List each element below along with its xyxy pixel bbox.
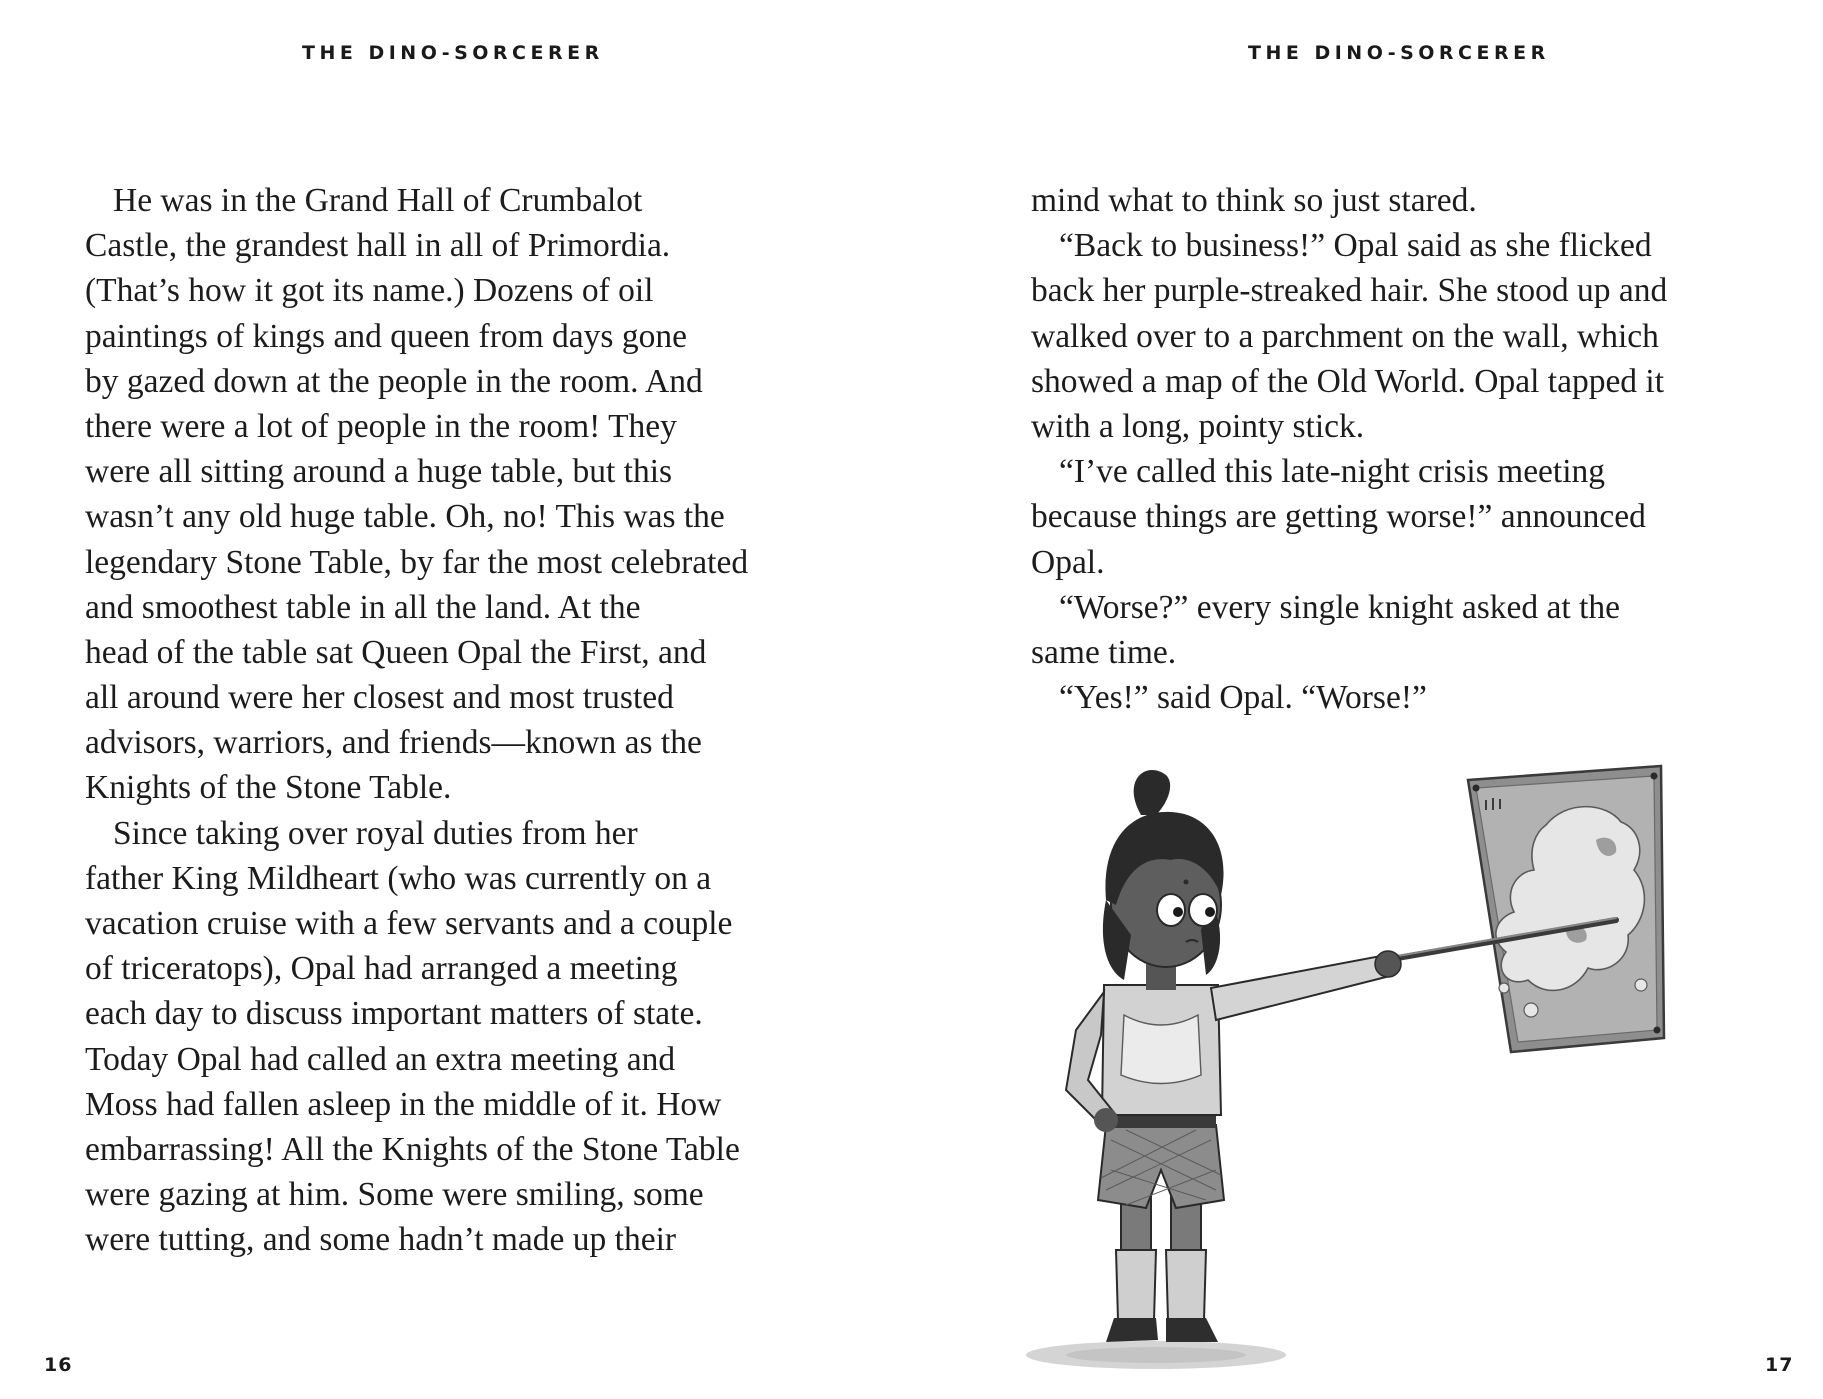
body-text <box>1031 178 1811 720</box>
text-line: were gazing at him. Some were smiling, some <box>85 1176 704 1214</box>
text-line: He was in the Grand Hall of Crumbalot <box>113 182 643 219</box>
text-line: were tutting, and some hadn’t made up their <box>85 1221 677 1259</box>
text-line: embarrassing! All the Knights of the Stone Table <box>85 1130 740 1168</box>
text-line: “Worse?” every single knight asked at the <box>1059 588 1621 626</box>
text-line: (That’s how it got its name.) Dozens of oil <box>85 272 654 310</box>
text-line: paintings of kings and queen from days gone <box>85 317 687 355</box>
text-line: head of the table sat Queen Opal the First, and <box>85 633 707 671</box>
text-line: there were a lot of people in the room! They <box>85 407 677 445</box>
text-line: all around were her closest and most trusted <box>85 679 674 717</box>
text-line: Moss had fallen asleep in the middle of it. How <box>85 1085 722 1123</box>
text-line: and smoothest table in all the land. At the <box>85 588 641 626</box>
text-line: of triceratops), Opal had arranged a meeting <box>85 950 678 988</box>
floor-shadow-inner <box>1066 1347 1246 1363</box>
text-line: were all sitting around a huge table, but this <box>85 453 673 491</box>
text-line: Opal. <box>1031 543 1105 581</box>
opal-pointing-at-map-illustration <box>1006 730 1706 1370</box>
map-parchment <box>1468 766 1664 1052</box>
text-line: vacation cruise with a few servants and a couple <box>85 905 733 942</box>
text-line: “I’ve called this late-night crisis meeting <box>1059 453 1606 491</box>
left-page <box>0 0 911 1399</box>
text-line: wasn’t any old huge table. Oh, no! This was the <box>85 498 725 536</box>
text-line: Knights of the Stone Table. <box>85 769 452 807</box>
text-line: Today Opal had called an extra meeting and <box>85 1040 676 1078</box>
text-line: Castle, the grandest hall in all of Primordia. <box>85 227 671 265</box>
opal-character <box>1066 770 1401 1342</box>
text-line: Since taking over royal duties from her <box>113 814 638 852</box>
right-page <box>911 0 1823 1399</box>
text-line: by gazed down at the people in the room. And <box>85 362 703 400</box>
text-line: because things are getting worse!” announced <box>1031 498 1646 536</box>
body-text <box>85 178 905 1263</box>
text-line: legendary Stone Table, by far the most celebrated <box>85 543 749 581</box>
text-line: same time. <box>1031 633 1177 671</box>
page-number: 16 <box>44 1354 73 1376</box>
text-line: back her purple-streaked hair. She stood up and <box>1031 272 1668 310</box>
text-line: each day to discuss important matters of state. <box>85 995 703 1033</box>
text-line: father King Mildheart (who was currently on a <box>85 859 712 897</box>
running-head: THE DINO-SORCERER <box>302 42 604 64</box>
text-line: advisors, warriors, and friends—known as the <box>85 724 702 762</box>
text-line: with a long, pointy stick. <box>1031 407 1365 445</box>
running-head: THE DINO-SORCERER <box>1248 42 1550 64</box>
text-line: “Back to business!” Opal said as she flicked <box>1059 227 1652 265</box>
text-line: walked over to a parchment on the wall, which <box>1031 317 1659 355</box>
text-line: “Yes!” said Opal. “Worse!” <box>1059 679 1427 717</box>
page-number: 17 <box>1765 1354 1794 1376</box>
text-line: showed a map of the Old World. Opal tapped it <box>1031 362 1665 400</box>
text-line: mind what to think so just stared. <box>1031 182 1477 219</box>
